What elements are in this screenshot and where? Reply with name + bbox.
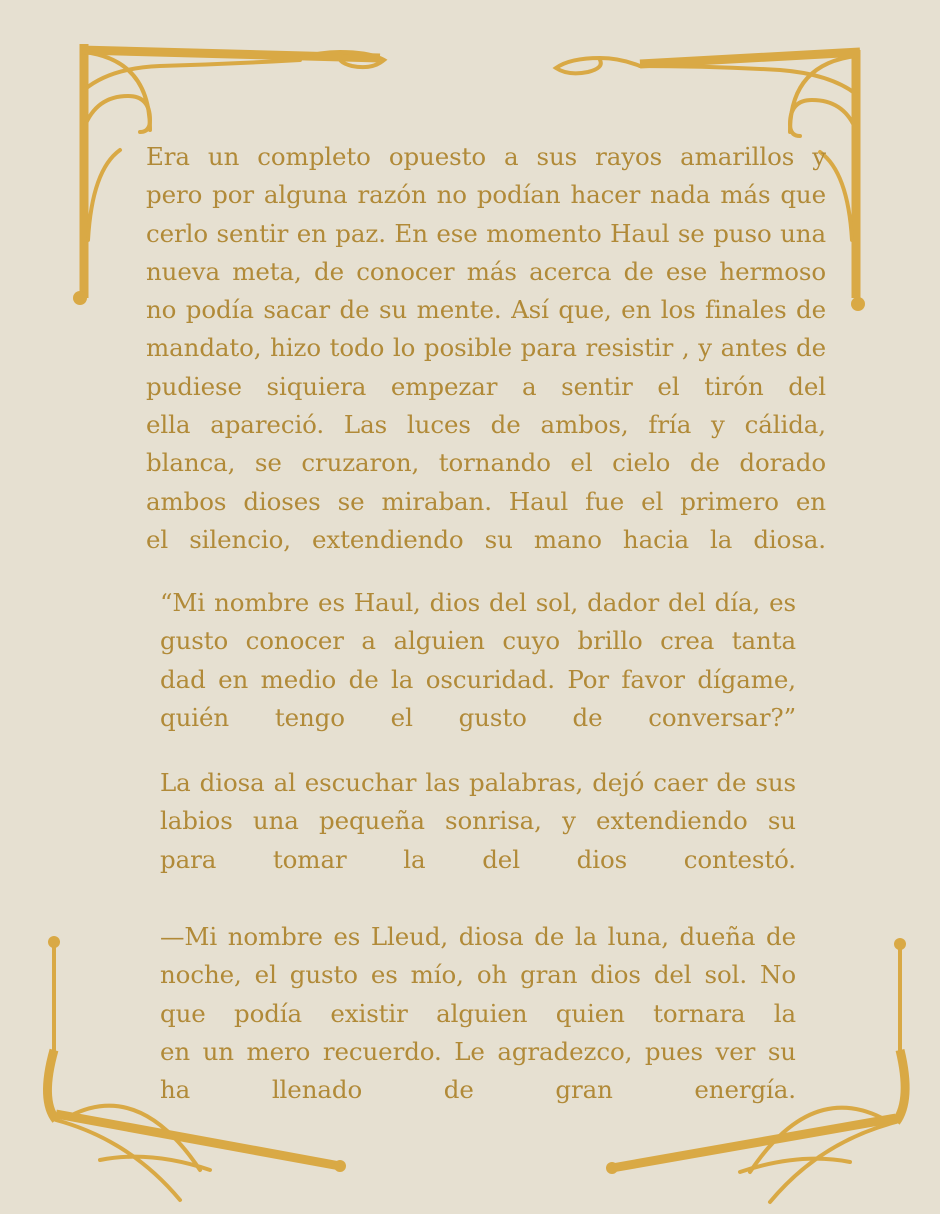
text-line: labios una pequeña sonrisa, y extendiendo su	[160, 806, 796, 836]
text-line: pudiese siquiera empezar a sentir el tirón del	[146, 371, 826, 401]
text-line: pero por alguna razón no podían hacer nada más que	[146, 180, 826, 210]
text-line: gusto conocer a alguien cuyo brillo crea tanta	[160, 626, 796, 656]
text-line: —Mi nombre es Lleud, diosa de la luna, dueña de	[160, 922, 796, 951]
text-line: “Mi nombre es Haul, dios del sol, dador del día, es	[160, 588, 796, 617]
paragraph-narration-2	[160, 764, 796, 879]
paragraph-narration-1	[146, 138, 826, 559]
text-line: La diosa al escuchar las palabras, dejó caer de sus	[160, 768, 796, 797]
text-line: para tomar la del dios contestó.	[160, 844, 796, 874]
text-line: ella apareció. Las luces de ambos, fría y cálida,	[146, 410, 826, 440]
text-line: noche, el gusto es mío, oh gran dios del sol. No	[160, 960, 796, 990]
text-line: quién tengo el gusto de conversar?”	[160, 702, 796, 732]
text-line: ha llenado de gran energía.	[160, 1075, 796, 1105]
paragraph-dialogue-haul	[160, 584, 796, 737]
text-line: blanca, se cruzaron, tornando el cielo de dorado	[146, 448, 826, 478]
text-line: cerlo sentir en paz. En ese momento Haul se puso una	[146, 218, 826, 248]
text-line: el silencio, extendiendo su mano hacia la diosa.	[146, 524, 826, 554]
text-line: Era un completo opuesto a sus rayos amarillos y	[146, 142, 826, 171]
text-line: no podía sacar de su mente. Así que, en los finales de	[146, 295, 826, 325]
text-line: mandato, hizo todo lo posible para resistir , y antes de	[146, 333, 826, 363]
text-line: dad en medio de la oscuridad. Por favor dígame,	[160, 664, 796, 694]
paragraph-dialogue-lleud	[160, 918, 796, 1109]
text-line: nueva meta, de conocer más acerca de ese hermoso	[146, 256, 826, 286]
text-line: en un mero recuerdo. Le agradezco, pues ver su	[160, 1036, 796, 1066]
text-line: ambos dioses se miraban. Haul fue el primero en	[146, 486, 826, 516]
text-line: que podía existir alguien quien tornara la	[160, 998, 796, 1028]
